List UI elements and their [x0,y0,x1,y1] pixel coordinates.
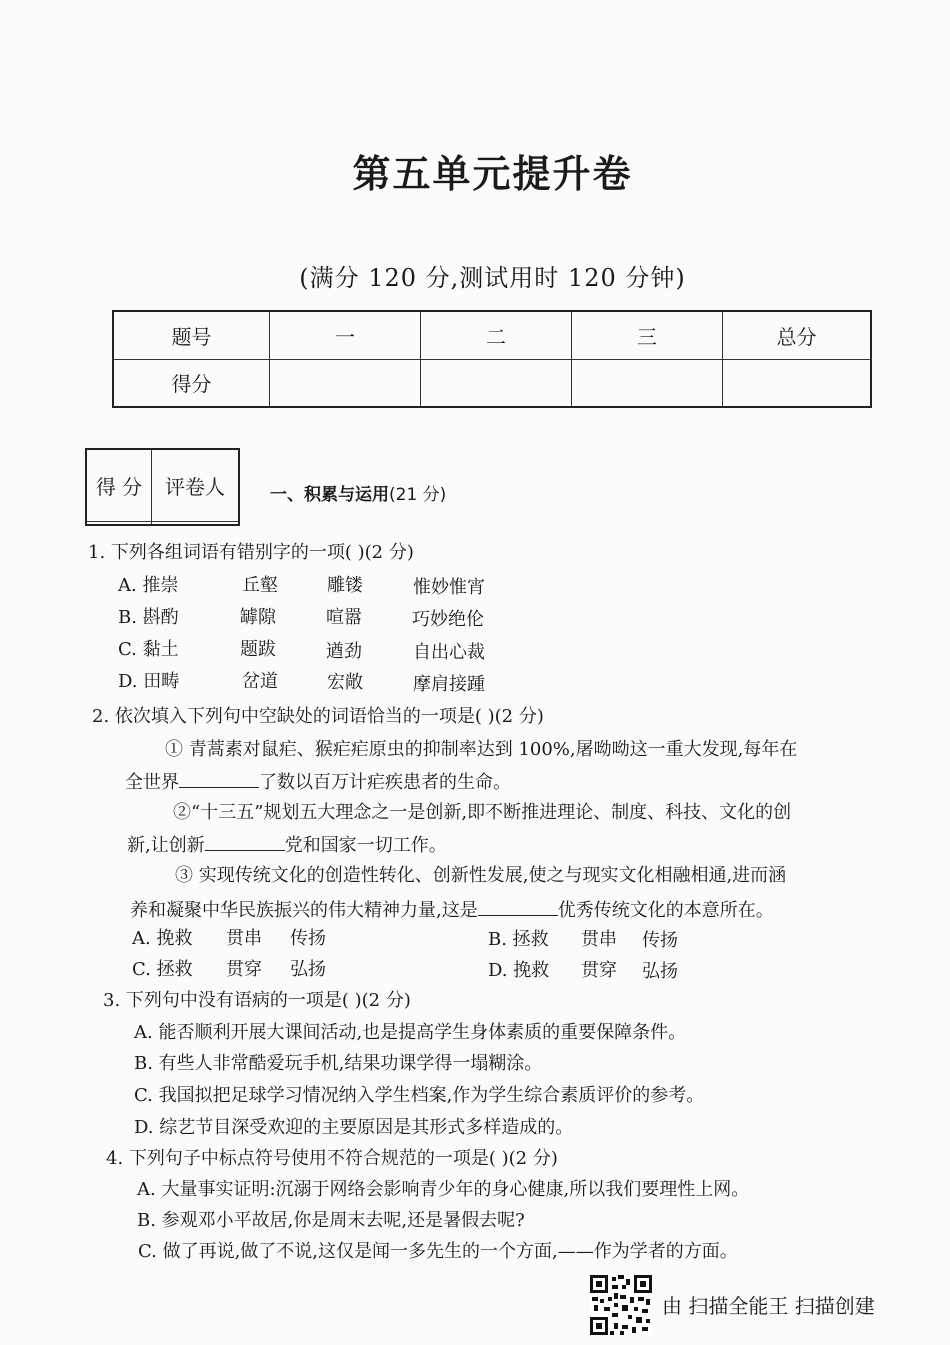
score-cell [572,359,723,407]
score-table [112,310,872,408]
section-score: (21 分) [389,485,447,505]
option-text: 贯穿 [581,960,617,981]
option-text: 题跋 [240,639,276,660]
q2-sentence-1: ① 青蒿素对鼠疟、猴疟疟原虫的抑制率达到 100%,屠呦呦这一重大发现,每年在 [165,739,798,760]
score-row-label: 得分 [113,359,270,407]
fill-blank [179,769,259,788]
q2-sentence-2-cont [127,832,447,858]
fill-blank [205,832,285,851]
option-text: 岔道 [242,671,278,692]
option-text: 喧嚣 [326,607,362,628]
text: 了数以百万计疟疾患者的生命。 [259,772,511,793]
score-cell [270,359,421,407]
option-text: D. 田畴 [118,671,180,692]
q2-sentence-1-cont [125,769,511,795]
text: 全世界 [125,772,179,793]
grader-table [85,448,240,526]
option-text: 遒劲 [326,641,362,662]
q2-stem: 2. 依次填入下列句中空缺处的词语恰当的一项是( )(2 分) [92,706,544,727]
option-text: C. 拯救 [132,959,193,980]
q2-sentence-3: ③ 实现传统文化的创造性转化、创新性发展,使之与现实文化相融相通,进而涵 [175,865,787,886]
option-text: 摩肩接踵 [413,674,485,695]
score-table-row [113,359,871,407]
q2-sentence-2: ②“十三五”规划五大理念之一是创新,即不断推进理论、制度、科技、文化的创 [173,802,792,823]
option-text: 雕镂 [327,575,363,596]
text: 新,让创新 [127,835,205,856]
score-header-cell: 题号 [113,311,270,359]
grader-name-label: 评卷人 [152,449,240,521]
score-cell [421,359,572,407]
option-text: 自出心裁 [413,642,485,663]
option-text: 弘扬 [642,961,678,982]
score-header-cell: 一 [270,311,421,359]
text: 党和国家一切工作。 [284,835,447,856]
q4-stem: 4. 下列句子中标点符号使用不符合规范的一项是( )(2 分) [106,1148,558,1169]
qr-code-icon [590,1275,652,1335]
option-text: C. 黏土 [118,639,179,660]
q3-option-c: C. 我国拟把足球学习情况纳入学生档案,作为学生综合素质评价的参考。 [134,1085,705,1106]
q4-option-b: B. 参观邓小平故居,你是周末去呢,还是暑假去呢? [137,1210,525,1231]
score-header-cell: 二 [421,311,572,359]
grader-cell [152,521,240,525]
q2-sentence-3-cont [130,897,774,923]
option-text: A. 挽救 [132,928,193,949]
page-subtitle: (满分 120 分,测试用时 120 分钟) [299,264,686,292]
text: 优秀传统文化的本意所在。 [557,900,774,921]
score-header-cell: 总分 [723,311,872,359]
grader-cell [86,521,152,525]
option-text: 传扬 [642,930,678,951]
fill-blank [478,897,558,916]
q4-option-c: C. 做了再说,做了不说,这仅是闻一多先生的一个方面,——作为学者的方面。 [138,1241,738,1262]
q3-option-a: A. 能否顺利开展大课间活动,也是提高学生身体素质的重要保障条件。 [134,1022,687,1043]
option-text: 贯串 [226,928,262,949]
option-text: B. 斟酌 [118,607,179,628]
option-text: 贯串 [581,929,617,950]
option-text: D. 挽救 [488,960,550,981]
option-text: 宏敞 [327,672,363,693]
q4-option-a: A. 大量事实证明:沉溺于网络会影响青少年的身心健康,所以我们要理性上网。 [137,1179,750,1200]
option-text: 巧妙绝伦 [412,609,484,630]
section-heading [270,480,446,505]
q3-option-b: B. 有些人非常酷爱玩手机,结果功课学得一塌糊涂。 [134,1053,543,1074]
section-label: 一、积累与运用 [270,485,389,505]
option-text: 传扬 [290,928,326,949]
option-text: 罅隙 [240,607,276,628]
page-title: 第五单元提升卷 [352,151,633,196]
option-text: 丘壑 [242,575,278,596]
q3-stem: 3. 下列句中没有语病的一项是( )(2 分) [103,990,411,1011]
option-text: 弘扬 [290,959,326,980]
score-header-cell: 三 [572,311,723,359]
q3-option-d: D. 综艺节目深受欢迎的主要原因是其形式多样造成的。 [134,1117,574,1138]
score-table-header-row [113,311,871,359]
grader-score-label: 得 分 [86,449,152,521]
score-cell [723,359,872,407]
option-text: A. 推崇 [118,575,179,596]
q1-stem: 1. 下列各组词语有错别字的一项( )(2 分) [88,542,414,563]
option-text: 贯穿 [226,959,262,980]
option-text: 惟妙惟宵 [413,577,485,598]
option-text: B. 拯救 [488,929,549,950]
scanner-watermark: 由 扫描全能王 扫描创建 [662,1294,875,1318]
text: 养和凝聚中华民族振兴的伟大精神力量,这是 [130,900,478,921]
